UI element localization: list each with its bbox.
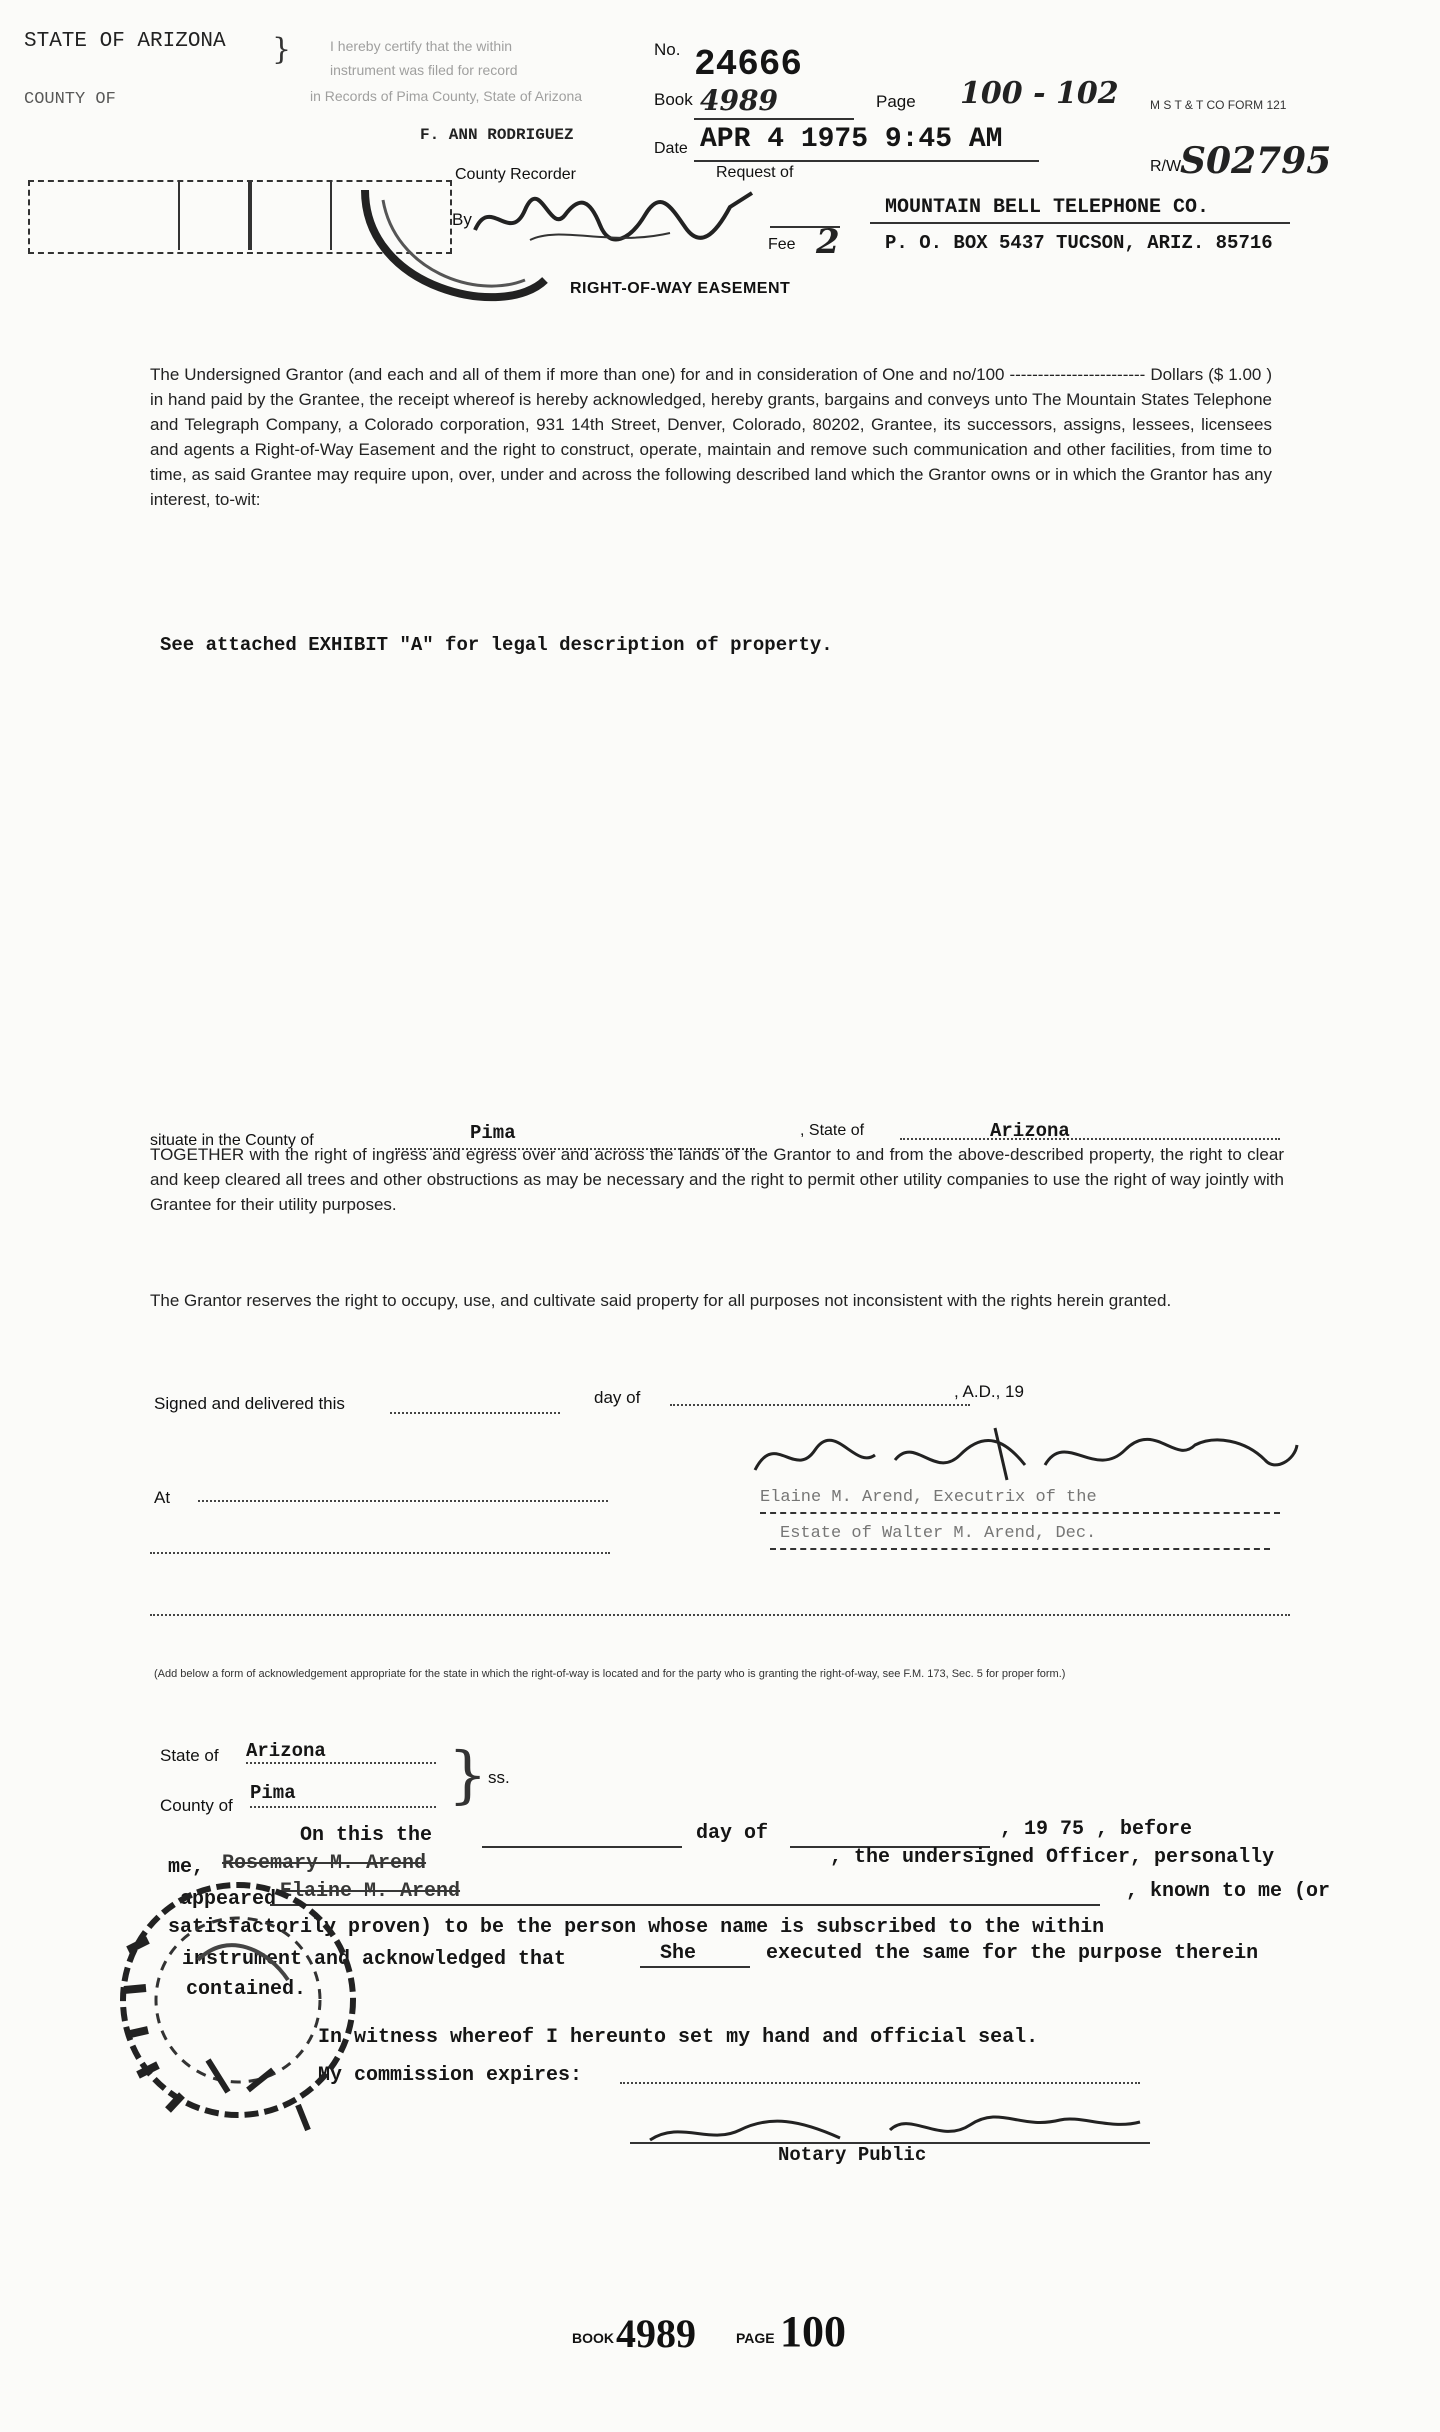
ack-line-6: contained. xyxy=(186,1978,307,2001)
ack-commission: My commission expires: xyxy=(318,2064,583,2087)
ack-witness: In witness whereof I hereunto set my hand and official seal. xyxy=(318,2026,1039,2049)
day-of-label: day of xyxy=(594,1388,641,1407)
ack-county-label: County of xyxy=(160,1796,233,1815)
county-recorder-label: County Recorder xyxy=(455,166,576,183)
ack-notary-name: Rosemary M. Arend xyxy=(222,1852,427,1875)
ack-state-value: Arizona xyxy=(246,1740,326,1762)
certify-line-2: instrument was filed for record xyxy=(330,62,518,78)
grant-paragraph: The Undersigned Grantor (and each and all of them if more than one) for and in consideration of One and no/100 ------------------------ Dollars ($ 1.00 ) in hand paid by the Grantee, the receipt whereof is hereby acknowledged, hereby grants, bargains and conveys unto The Mountain States Telephone and Telegraph Company, a Colorado corporation, 931 14th Street, Denver, Colorado, 80202, Grantee, its successors, assigns, lessees, licensees and agents a Right-of-Way Easement and the right to construct, operate, maintain and remove such communication and other facilities, from time to time, as said Grantee may require upon, over, under and across the following described land which the Grantor owns or in which the Grantor has any interest, to-wit: xyxy=(150,365,1272,509)
reserves-paragraph: The Grantor reserves the right to occupy, use, and cultivate said property for all purposes not inconsistent with the rights herein granted. xyxy=(150,1291,1172,1310)
ack-line-2a: me, xyxy=(168,1856,205,1879)
ack-line-2b: , the undersigned Officer, personally xyxy=(830,1846,1275,1869)
signer-line-1: Elaine M. Arend, Executrix of the xyxy=(760,1488,1097,1507)
index-box-divider-2 xyxy=(248,180,332,250)
ack-state-label: State of xyxy=(160,1746,219,1765)
book-label: Book xyxy=(654,90,693,109)
book-value: 4989 xyxy=(700,84,778,117)
situate-county: Pima xyxy=(470,1122,516,1144)
ack-line-5a: instrument and acknowledged that xyxy=(182,1948,567,1971)
signer-line-2: Estate of Walter M. Arend, Dec. xyxy=(780,1524,1097,1543)
certify-line-3: in Records of Pima County, State of Arizona xyxy=(310,88,583,104)
index-box-divider xyxy=(178,180,252,250)
ack-line-1c: , 19 75 , before xyxy=(1000,1818,1193,1841)
at-label: At xyxy=(154,1488,171,1507)
header-state: STATE OF ARIZONA xyxy=(24,30,226,53)
ack-note: (Add below a form of acknowledgement appropriate for the state in which the right-of-way is located and for the party who is granting the right-of-way, see F.M. 173, Sec. 5 for proper form.) xyxy=(154,1668,1066,1680)
fee-value: 2 xyxy=(816,222,840,262)
recorder-seal-icon xyxy=(355,170,555,320)
date-label: Date xyxy=(654,140,688,157)
page-value: 100 - 102 xyxy=(960,76,1119,111)
footer-page-value: 100 xyxy=(780,2307,846,2356)
exhibit-note: See attached EXHIBIT "A" for legal description of property. xyxy=(160,634,833,656)
date-value: APR 4 1975 9:45 AM xyxy=(700,124,1003,155)
brace-icon: } xyxy=(272,32,292,67)
document-title: RIGHT-OF-WAY EASEMENT xyxy=(570,280,791,297)
brace-icon-2: } xyxy=(448,1738,488,1811)
ack-county-value: Pima xyxy=(250,1782,296,1804)
ack-line-3a: appeared xyxy=(180,1888,277,1911)
no-label: No. xyxy=(654,40,681,59)
header-county: COUNTY OF xyxy=(24,90,116,109)
by-label: By xyxy=(452,210,472,229)
grantee-name: MOUNTAIN BELL TELEPHONE CO. xyxy=(885,196,1210,219)
situate-state-label: , State of xyxy=(800,1122,865,1139)
notary-public-label: Notary Public xyxy=(778,2144,927,2166)
recorder-name: F. ANN RODRIGUEZ xyxy=(420,126,574,144)
footer-book-label: BOOK xyxy=(572,2330,614,2346)
ack-ss: ss. xyxy=(488,1768,510,1787)
ack-line-1a: On this the xyxy=(300,1824,433,1847)
notary-seal-icon xyxy=(108,1830,368,2160)
footer-book-value: 4989 xyxy=(616,2311,696,2356)
form-code: M S T & T CO FORM 121 xyxy=(1150,98,1287,112)
ack-appeared-name: Elaine M. Arend xyxy=(280,1880,461,1903)
ack-line-5c: executed the same for the purpose therein xyxy=(766,1942,1259,1965)
signed-label: Signed and delivered this xyxy=(154,1394,345,1413)
rw-value: S02795 xyxy=(1180,140,1332,182)
ack-line-5b: She xyxy=(660,1942,697,1965)
ad-label: , A.D., 19 xyxy=(954,1382,1024,1401)
ack-line-4: satisfactorily proven) to be the person whose name is subscribed to the within xyxy=(168,1916,1105,1939)
certify-line-1: I hereby certify that the within xyxy=(330,38,513,54)
footer-page-label: PAGE xyxy=(736,2330,775,2346)
grantee-address: P. O. BOX 5437 TUCSON, ARIZ. 85716 xyxy=(885,232,1273,254)
rw-label: R/W xyxy=(1150,158,1182,175)
ack-line-3b: , known to me (or xyxy=(1126,1880,1331,1903)
recording-number: 24666 xyxy=(694,44,803,85)
request-label: Request of xyxy=(716,164,794,181)
situate-label: situate in the County of xyxy=(150,1132,314,1149)
ack-line-1b: day of xyxy=(696,1822,769,1845)
page-label: Page xyxy=(876,92,916,111)
together-paragraph: TOGETHER with the right of ingress and egress over and across the lands of the Grantor to and from the above-described property, the right to clear and keep cleared all trees and other obstructions as may be necessary and the right to permit other utility companies to use the right of way jointly with Grantee for their utility purposes. xyxy=(150,1145,1284,1214)
fee-label: Fee xyxy=(768,236,796,253)
situate-state: Arizona xyxy=(990,1120,1070,1142)
